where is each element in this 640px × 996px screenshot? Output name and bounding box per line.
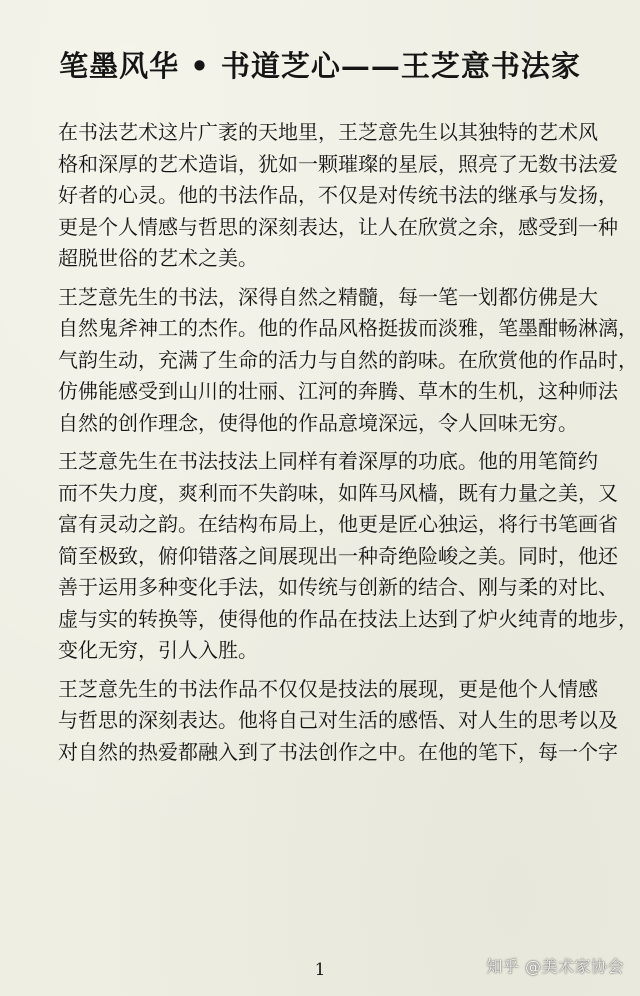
paragraph-3 bbox=[58, 446, 638, 667]
paragraph-line: 更是个人情感与哲思的深刻表达，让人在欣赏之余，感受到一种 bbox=[58, 214, 618, 239]
paragraph-line: 格和深厚的艺术造诣，犹如一颗璀璨的星辰，照亮了无数书法爱 bbox=[58, 151, 618, 176]
paragraph-line: 超脱世俗的艺术之美。 bbox=[58, 246, 258, 270]
paragraph-line: 变化无穷，引人入胜。 bbox=[58, 638, 258, 662]
paragraph-line: 气韵生动，充满了生命的活力与自然的韵味。在欣赏他的作品时， bbox=[58, 347, 638, 372]
paragraph-line: 而不失力度，爽利而不失韵味，如阵马风樯，既有力量之美，又 bbox=[58, 480, 618, 505]
page-number: 1 bbox=[314, 960, 326, 980]
paragraph-line: 王芝意先生的书法作品不仅仅是技法的展现，更是他个人情感 bbox=[58, 676, 598, 701]
paragraph-line: 仿佛能感受到山川的壮丽、江河的奔腾、草木的生机，这种师法 bbox=[58, 379, 618, 403]
document-title: 笔墨风华 • 书道芝心——王芝意书法家 bbox=[59, 49, 581, 83]
paragraph-line: 与哲思的深刻表达。他将自己对生活的感悟、对人生的思考以及 bbox=[58, 708, 618, 732]
watermark-text: 知乎 @美术家协会 bbox=[486, 957, 624, 976]
paragraph-line: 虚与实的转换等，使得他的作品在技法上达到了炉火纯青的地步， bbox=[58, 606, 638, 631]
paragraph-4 bbox=[58, 674, 618, 769]
paragraph-line: 在书法艺术这片广袤的天地里，王芝意先生以其独特的艺术风 bbox=[58, 120, 598, 144]
paragraph-line: 好者的心灵。他的书法作品，不仅是对传统书法的继承与发扬， bbox=[58, 183, 618, 207]
paragraph-1 bbox=[58, 117, 618, 275]
paragraph-2 bbox=[58, 282, 638, 440]
paragraph-line: 王芝意先生的书法，深得自然之精髓，每一笔一划都仿佛是大 bbox=[58, 284, 598, 309]
paragraph-line: 简至极致，俯仰错落之间展现出一种奇绝险峻之美。同时，他还 bbox=[58, 543, 618, 568]
paragraph-line: 富有灵动之韵。在结构布局上，他更是匠心独运，将行书笔画省 bbox=[58, 512, 618, 536]
paragraph-line: 王芝意先生在书法技法上同样有着深厚的功底。他的用笔简约 bbox=[58, 449, 598, 473]
document-body bbox=[58, 117, 638, 775]
paragraph-line: 自然鬼斧神工的杰作。他的作品风格挺拔而淡雅，笔墨酣畅淋漓， bbox=[58, 316, 638, 340]
paragraph-line: 对自然的热爱都融入到了书法创作之中。在他的笔下，每一个字 bbox=[58, 739, 618, 764]
paragraph-line: 自然的创作理念，使得他的作品意境深远，令人回味无穷。 bbox=[58, 410, 578, 435]
paragraph-line: 善于运用多种变化手法，如传统与创新的结合、刚与柔的对比、 bbox=[58, 575, 618, 599]
